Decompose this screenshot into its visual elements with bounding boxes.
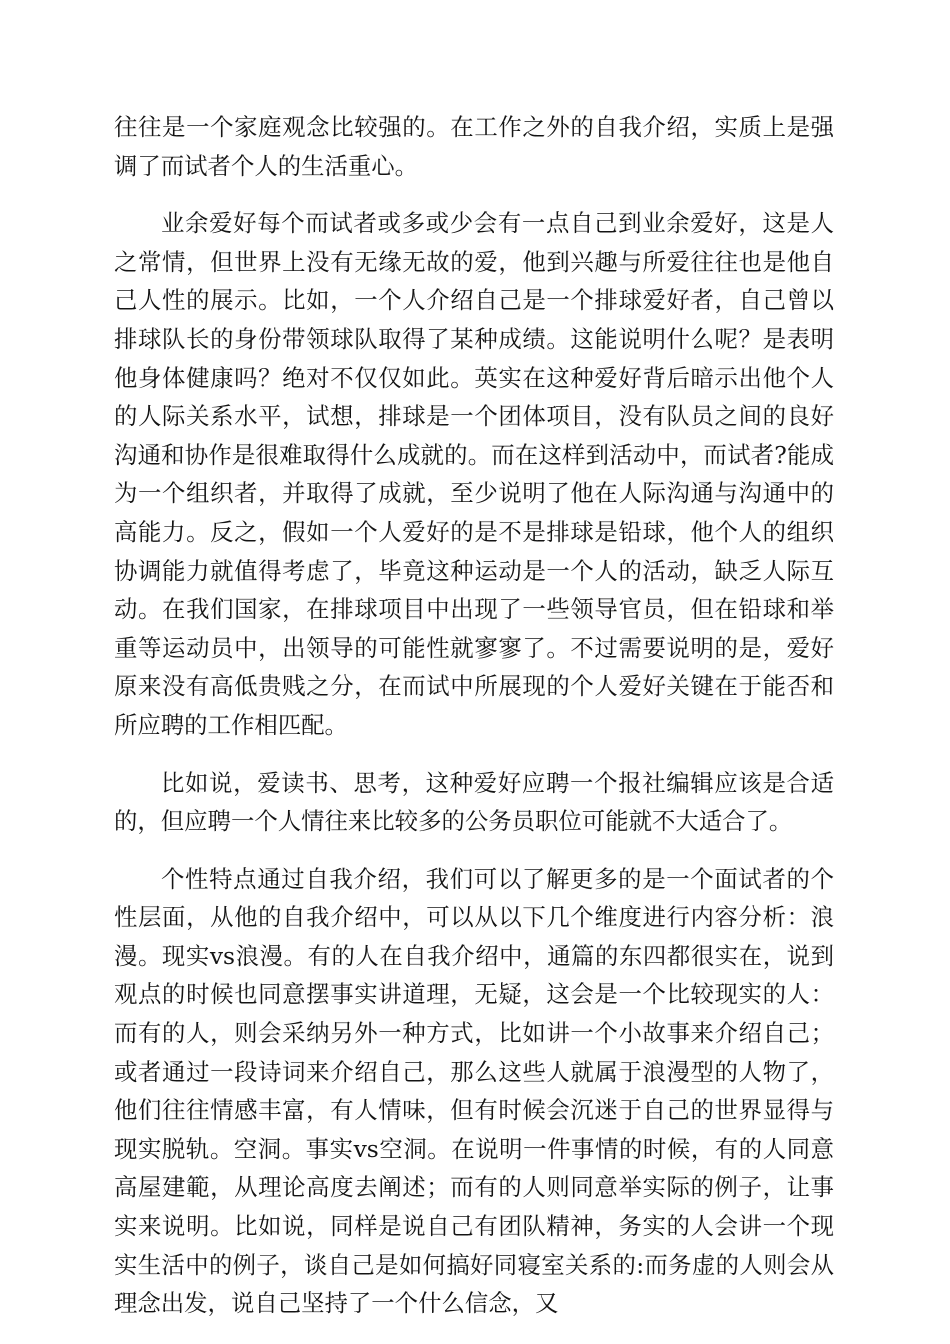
paragraph-family-values: 往往是一个家庭观念比较强的。在工作之外的自我介绍，实质上是强调了而试者个人的生活重心。	[114, 113, 834, 180]
paragraph-hobby-example: 比如说，爱读书、思考，这种爱好应聘一个报社编辑应该是合适的，但应聘一个人情往来比较多的公务员职位可能就不大适合了。	[114, 768, 834, 836]
paragraph-personality: 个性特点通过自我介绍，我们可以了解更多的是一个面试者的个性层面，从他的自我介绍中，可以从以下几个维度进行内容分析：浪漫。现实vs浪漫。有的人在自我介绍中，通篇的东四都很实在，说到观点的时候也同意摆事实讲道理，无疑，这会是一个比较现实的人：而有的人，则会采纳另外一种方式，比如讲一个小故事来介绍自己；或者通过一段诗词来介绍自己，那么这些人就属于浪漫型的人物了，他们往往情感丰富，有人情味，但有时候会沉迷于自己的世界显得与现实脱轨。空洞。事实vs空洞。在说明一件事情的时候，有的人同意高屋建範，从理论高度去阐述；而有的人则同意举实际的例子，让事实来说明。比如说，同样是说自己有团队精神，务实的人会讲一个现实生活中的例子，谈自己是如何搞好同寝室关系的:而务虚的人则会从理念出发，说自己坚持了一个什么信念，又	[114, 864, 834, 1318]
paragraph-hobbies: 业余爱好每个而试者或多或少会有一点自己到业余爱好，这是人之常情，但世界上没有无缘无故的爱，他到兴趣与所爱往往也是他自己人性的展示。比如，一个人介绍自己是一个排球爱好者，自己曾以排球队长的身份带领球队取得了某种成绩。这能说明什么呢？是表明他身体健康吗？绝对不仅仅如此。英实在这种爱好背后暗示出他个人的人际关系水平，试想，排球是一个团体项目，没有队员之间的良好沟通和协作是很难取得什么成就的。而在这样到活动中，而试者?能成为一个组织者，并取得了成就，至少说明了他在人际沟通与沟通中的高能力。反之，假如一个人爱好的是不是排球是铅球，他个人的组织协调能力就值得考虑了，毕竟这种运动是一个人的活动，缺乏人际互动。在我们国家，在排球项目中出现了一些领导官员，但在铅球和举重等运动员中，出领导的可能性就寥寥了。不过需要说明的是，爱好原来没有高低贵贱之分，在而试中所展现的个人爱好关键在于能否和所应聘的工作相匹配。	[114, 209, 834, 739]
document-body	[114, 108, 834, 1342]
